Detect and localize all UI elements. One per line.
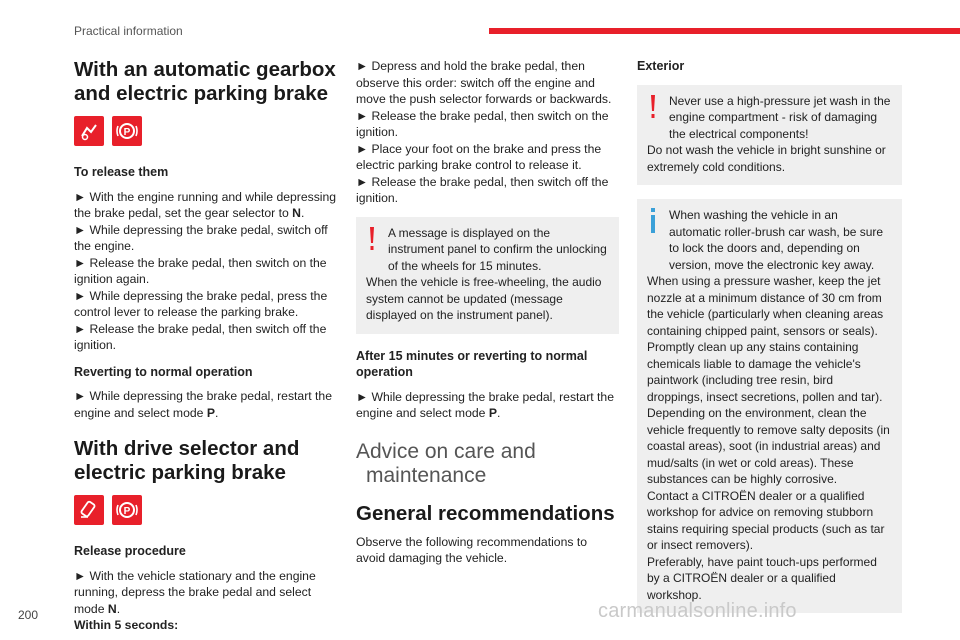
subheading-release: To release them bbox=[74, 165, 169, 179]
info-line-3: Promptly clean up any stains containing chemicals liable to damage the vehicle's paintwork (including tree resin, bird droppings, insect secretions, pollen and tar). bbox=[647, 340, 883, 404]
revert-step: ► While depressing the brake pedal, restart the engine and select mode P. bbox=[74, 389, 332, 420]
subheading-revert: Reverting to normal operation bbox=[74, 364, 253, 379]
warning-icon bbox=[364, 225, 380, 253]
general-text: Observe the following recommendations to avoid damaging the vehicle. bbox=[356, 534, 588, 565]
column-2 bbox=[356, 58, 619, 567]
after-step: ► While depressing the brake pedal, restart the engine and select mode P. bbox=[356, 389, 614, 420]
subheading-exterior: Exterior bbox=[637, 59, 685, 73]
icon-row-1 bbox=[74, 116, 344, 146]
warning-text-1: A message is displayed on the instrument panel to confirm the unlocking of the wheels for 15 minutes. bbox=[388, 225, 607, 273]
parking-brake-icon bbox=[112, 495, 142, 525]
heading-drive-selector: With drive selector and electric parking brake bbox=[74, 437, 300, 484]
svg-text:P: P bbox=[123, 127, 131, 138]
col2-step-4: ► Release the brake pedal, then switch off the ignition. bbox=[356, 174, 609, 205]
watermark: carmanualsonline.info bbox=[598, 600, 797, 622]
info-line-2: When using a pressure washer, keep the jet nozzle at a minimum distance of 30 cm from the vehicle (particularly when cleaning areas containing chipped paint, sensors or seals). bbox=[647, 274, 884, 338]
info-line-1: When washing the vehicle in an automatic roller-brush car wash, be sure to lock the doors and, depending on version, move the electronic key away. bbox=[669, 208, 884, 272]
col2-step-1: ► Depress and hold the brake pedal, then observe this order: switch off the engine and move the push selector forwards or backwards. bbox=[356, 59, 612, 106]
step-1: ► With the engine running and while depressing the brake pedal, set the gear selector to N. bbox=[74, 189, 337, 220]
info-line-6: Preferably, have paint touch-ups performed by a CITROËN dealer or a qualified workshop. bbox=[647, 554, 877, 602]
subheading-release-procedure: Release procedure bbox=[74, 544, 186, 558]
warning-text-2: When the vehicle is free-wheeling, the audio system cannot be updated (message displayed on the instrument panel). bbox=[366, 275, 602, 322]
exterior-warning-1: Never use a high-pressure jet wash in the engine compartment - risk of damaging the electrical components! bbox=[669, 93, 891, 141]
within-label: Within 5 seconds: bbox=[74, 618, 179, 632]
exterior-warning-2: Do not wash the vehicle in bright sunshine or extremely cold conditions. bbox=[647, 143, 886, 174]
column-1 bbox=[74, 58, 344, 634]
section-title-care: Advice on care and maintenance bbox=[356, 439, 536, 487]
info-line-5: Contact a CITROËN dealer or a qualified workshop for advice on removing stubborn stains requiring special products (such as tar or insect removers). bbox=[647, 488, 885, 552]
step-5: ► Release the brake pedal, then switch off the ignition. bbox=[74, 321, 327, 352]
column-3 bbox=[637, 58, 902, 627]
page-number: 200 bbox=[18, 608, 39, 622]
col2-step-3: ► Place your foot on the brake and press the electric parking brake control to release it. bbox=[356, 141, 602, 172]
step-3: ► Release the brake pedal, then switch on the ignition again. bbox=[74, 255, 327, 286]
header-label: Practical information bbox=[74, 24, 183, 38]
heading-general-recommendations: General recommendations bbox=[356, 501, 615, 525]
info-line-4: Depending on the environment, clean the vehicle frequently to remove salty deposits (in coastal areas), soot (in industrial areas) and mud/salts (in wet or cold areas). These substances can be highly corrosive. bbox=[647, 406, 890, 486]
drive-selector-icon bbox=[74, 495, 104, 525]
heading-automatic-gearbox: With an automatic gearbox and electric parking brake bbox=[74, 58, 336, 105]
col2-step-2: ► Release the brake pedal, then switch on the ignition. bbox=[356, 108, 609, 139]
subheading-after-15: After 15 minutes or reverting to normal operation bbox=[356, 348, 588, 379]
step-2: ► While depressing the brake pedal, switch off the engine. bbox=[74, 222, 328, 253]
step-4: ► While depressing the brake pedal, press the control lever to release the parking brake. bbox=[74, 288, 328, 319]
header-accent-bar bbox=[489, 28, 960, 34]
warning-icon bbox=[645, 93, 661, 121]
icon-row-2 bbox=[74, 495, 344, 525]
warning-note-exterior bbox=[637, 85, 902, 186]
warning-note bbox=[356, 217, 619, 334]
release-step: ► With the vehicle stationary and the engine running, depress the brake pedal and select mode N. bbox=[74, 568, 316, 616]
info-icon bbox=[645, 207, 661, 235]
info-note-exterior bbox=[637, 199, 902, 613]
automatic-gearbox-icon bbox=[74, 116, 104, 146]
svg-text:P: P bbox=[123, 506, 131, 517]
parking-brake-icon bbox=[112, 116, 142, 146]
